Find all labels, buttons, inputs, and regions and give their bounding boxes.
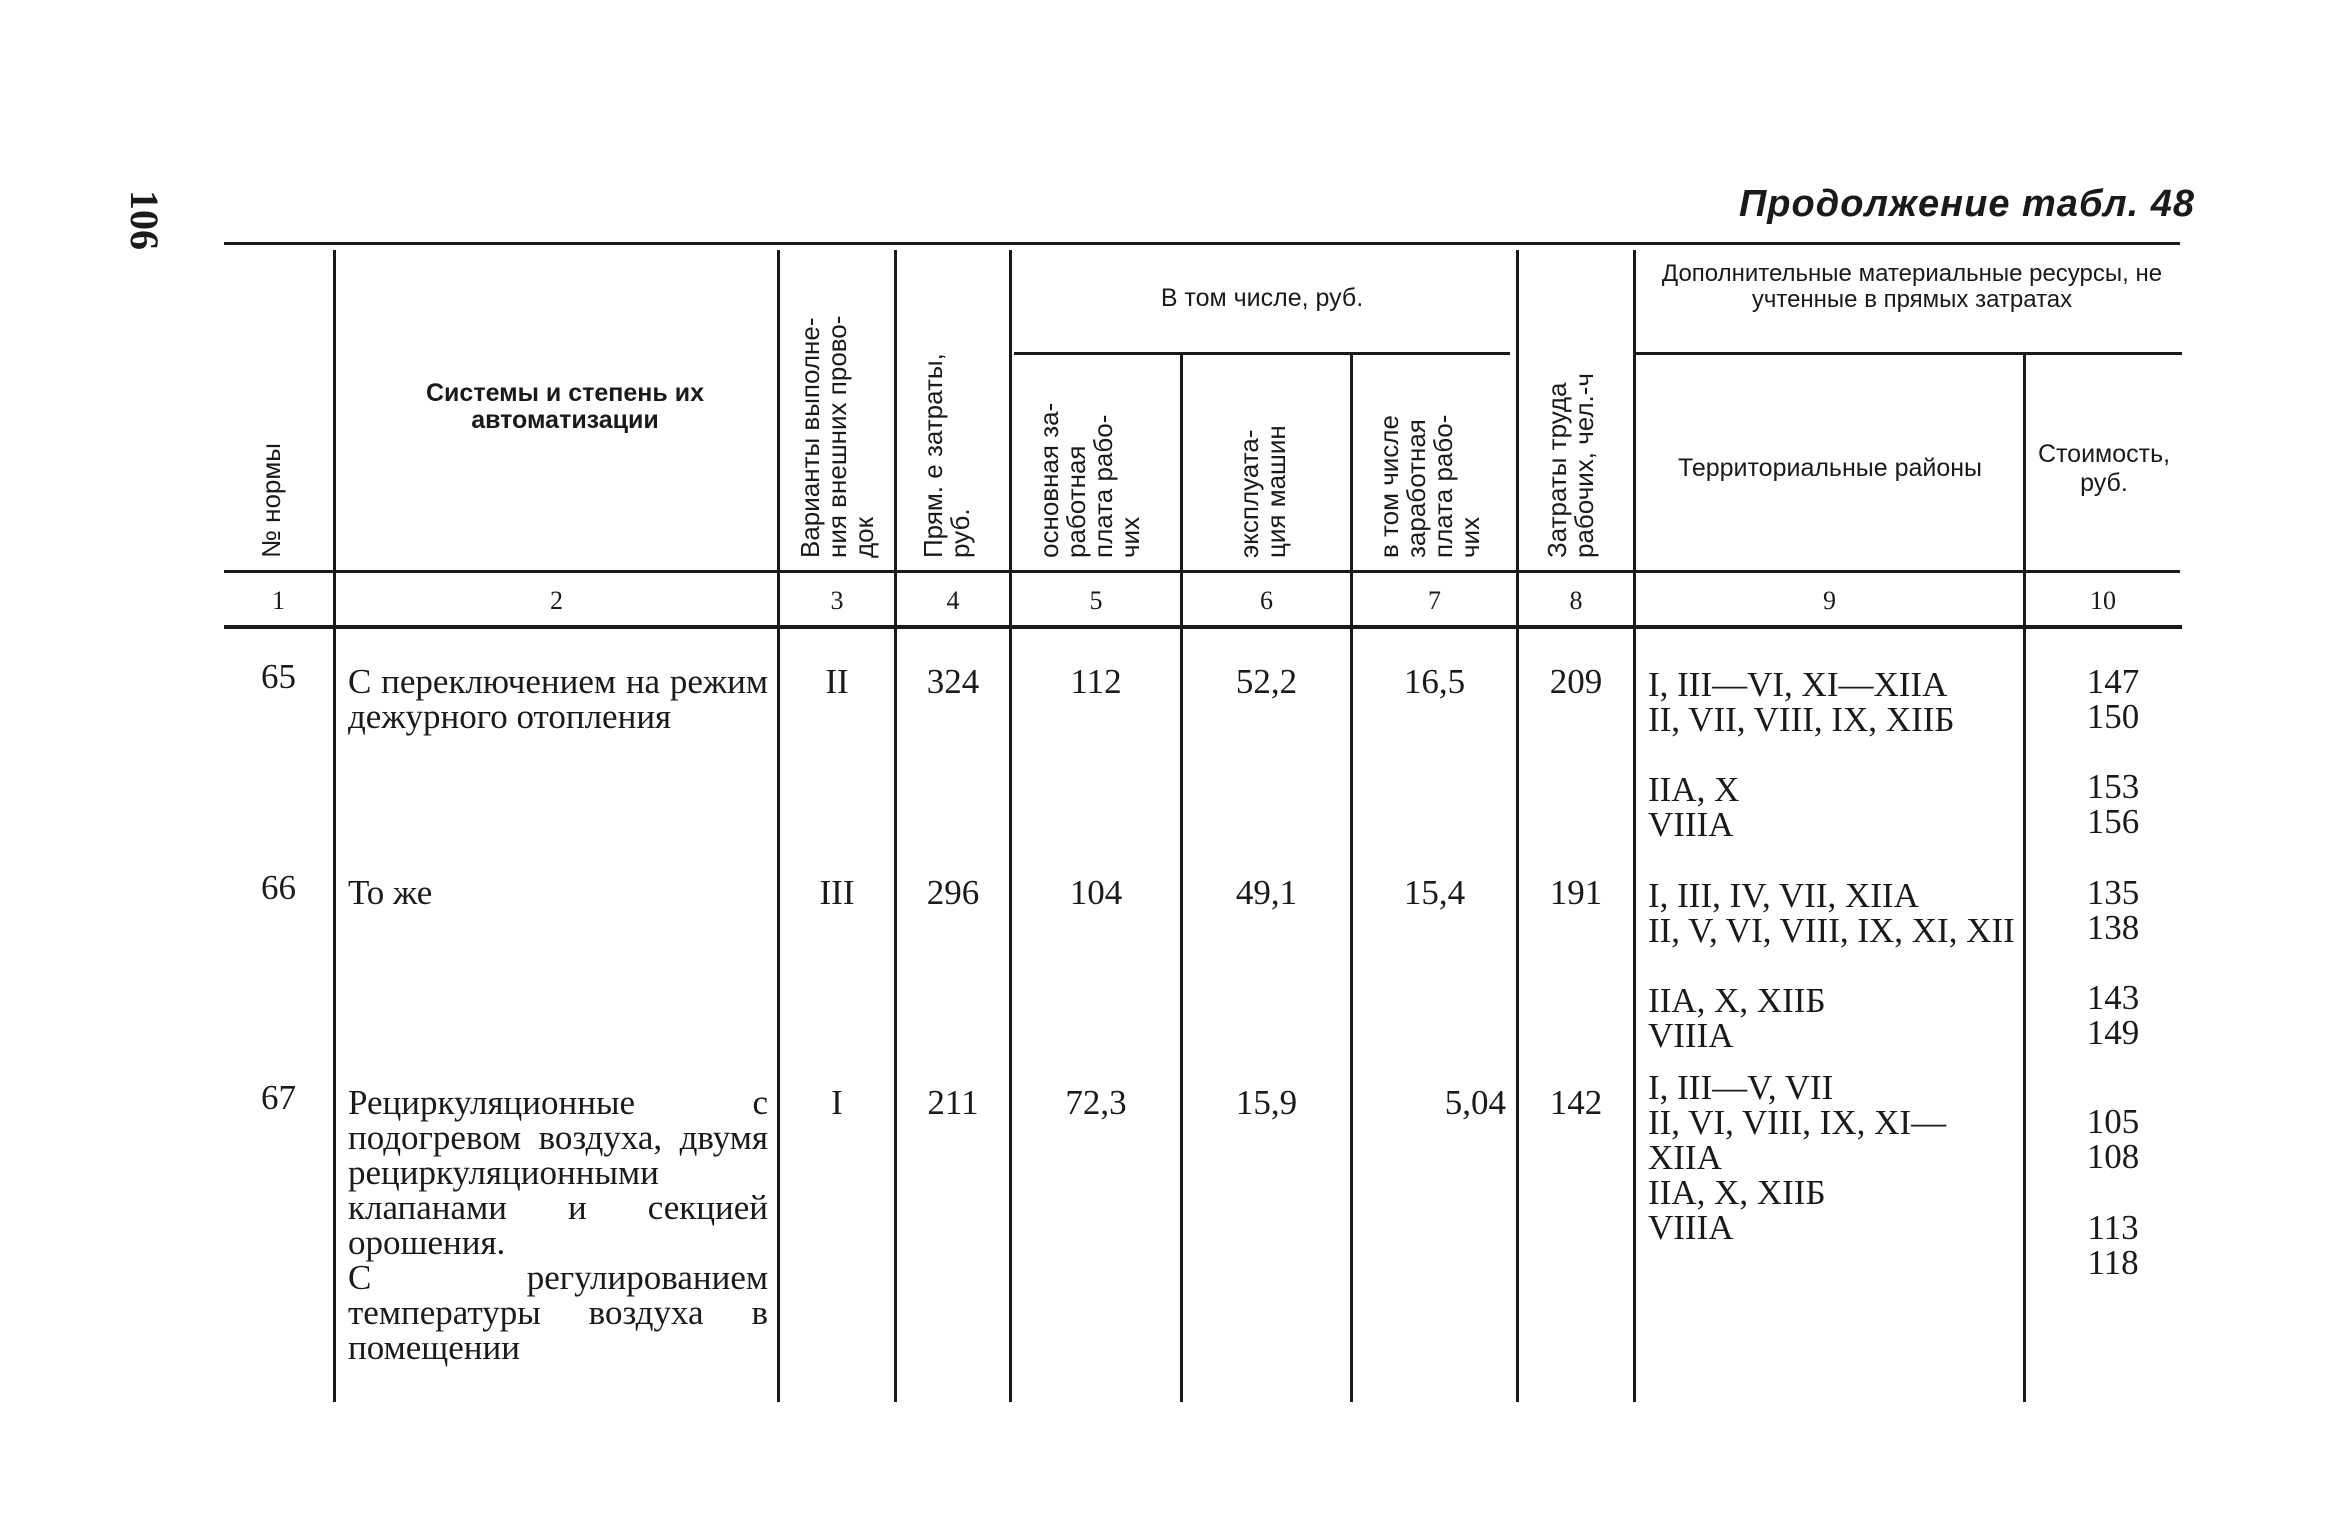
row-67-norm: 67 xyxy=(261,1078,296,1117)
row-66-labor: 191 xyxy=(1549,873,1603,912)
colnum-6: 6 xyxy=(1260,586,1273,615)
row-67-machine-wage: 5,04 xyxy=(1444,1083,1506,1122)
row-66-cost-2: 138 xyxy=(2086,908,2140,947)
row-65-system: С переключением на режим дежурного отопления xyxy=(348,662,768,736)
colnum-1: 1 xyxy=(272,586,285,615)
row-67-region-4: VIIIA xyxy=(1648,1208,1734,1247)
row-65-region-4: VIIIA xyxy=(1648,805,1734,844)
row-65-variant: II xyxy=(825,662,849,701)
row-66-region-2: II, V, VI, VIII, IX, XI, XII xyxy=(1648,911,2015,950)
row-65-labor: 209 xyxy=(1549,662,1603,701)
row-67-cost-3: 113 xyxy=(2087,1208,2139,1247)
row-67-cost-1: 105 xyxy=(2086,1102,2140,1141)
row-66-region-3: IIA, X, XIIБ xyxy=(1648,981,1826,1020)
row-66-system: То же xyxy=(348,873,433,912)
col-divider-1 xyxy=(333,250,336,1402)
row-66-direct: 296 xyxy=(926,873,980,912)
colnum-9: 9 xyxy=(1823,586,1836,615)
row-66-wage: 104 xyxy=(1069,873,1123,912)
row-67-region-2: II, VI, VIII, IX, XI—XIIA xyxy=(1648,1103,1947,1177)
row-65-cost-1: 147 xyxy=(2086,662,2140,701)
group-extra-rule xyxy=(1636,352,2182,355)
header-norm-number: № нормы xyxy=(256,443,286,558)
row-65-cost-3: 153 xyxy=(2086,767,2140,806)
group-cost-rule xyxy=(1014,352,1510,355)
row-67-machines: 15,9 xyxy=(1235,1083,1298,1122)
colnum-3: 3 xyxy=(830,586,844,615)
header-machine-operation: эксплуата- ция машин xyxy=(1234,425,1291,558)
header-base-wage: основная за- работная плата рабо- чих xyxy=(1034,402,1145,558)
row-67-direct: 211 xyxy=(927,1083,979,1122)
colnum-4: 4 xyxy=(946,586,960,615)
header-variants: Варианты выполне- ния внешних прово- док xyxy=(795,315,879,558)
header-group-extra: Дополнительные материальные ресурсы, не учтенные в прямых затратах xyxy=(1661,260,2163,313)
row-66-norm: 66 xyxy=(261,868,296,907)
row-65-region-2: II, VII, VIII, IX, XIIБ xyxy=(1648,700,1955,739)
header-territorial-regions: Территориальные районы xyxy=(1677,454,1983,482)
row-66-cost-1: 135 xyxy=(2086,873,2140,912)
row-66-region-1: I, III, IV, VII, XIIA xyxy=(1648,876,1919,915)
row-65-direct: 324 xyxy=(926,662,980,701)
row-65-cost-2: 150 xyxy=(2086,697,2140,736)
col-divider-4 xyxy=(1009,250,1012,1402)
row-65-region-1: I, III—VI, XI—XIIA xyxy=(1648,665,1948,704)
colnum-10: 10 xyxy=(2090,586,2116,615)
colnum-7: 7 xyxy=(1428,586,1441,615)
col-divider-2 xyxy=(777,250,780,1402)
row-67-region-3: IIA, X, XIIБ xyxy=(1648,1173,1826,1212)
row-67-cost-2: 108 xyxy=(2086,1137,2140,1176)
header-bottom-rule xyxy=(224,570,2180,573)
header-machine-wage: в том числе заработная плата рабо- чих xyxy=(1374,414,1485,558)
row-67-region-1: I, III—V, VII xyxy=(1648,1068,1834,1107)
row-65-cost-4: 156 xyxy=(2086,802,2140,841)
row-66-cost-3: 143 xyxy=(2086,978,2140,1017)
header-group-cost: В том числе, руб. xyxy=(1160,284,1364,312)
col-divider-8 xyxy=(1633,250,1636,1402)
table-continuation-title: Продолжение табл. 48 xyxy=(1738,183,2195,225)
row-67-variant: I xyxy=(831,1083,843,1122)
row-66-machines: 49,1 xyxy=(1235,873,1298,912)
header-direct-costs: Прям. е затраты, руб. xyxy=(918,353,975,558)
row-65-region-3: IIA, X xyxy=(1648,770,1740,809)
row-66-machine-wage: 15,4 xyxy=(1403,873,1466,912)
row-66-variant: III xyxy=(819,873,855,912)
col-divider-9 xyxy=(2023,355,2026,1402)
page-number: 106 xyxy=(122,190,167,250)
row-65-norm: 65 xyxy=(261,657,296,696)
row-65-wage: 112 xyxy=(1070,662,1122,701)
row-66-cost-4: 149 xyxy=(2086,1013,2140,1052)
row-67-labor: 142 xyxy=(1549,1083,1603,1122)
colnum-5: 5 xyxy=(1089,586,1103,615)
row-67-wage: 72,3 xyxy=(1065,1083,1127,1122)
header-cost: Стоимость, руб. xyxy=(2037,440,2171,497)
colnum-2: 2 xyxy=(550,586,563,615)
row-67-system: Рециркуляционные с подогревом воздуха, двумя рециркуляционными клапанами и секцией орошения. xyxy=(348,1083,768,1262)
row-67-system-note: С регулированием температуры воздуха в помещении xyxy=(348,1258,768,1367)
row-65-machines: 52,2 xyxy=(1235,662,1298,701)
header-systems: Системы и степень их автоматизации xyxy=(426,379,704,434)
row-65-machine-wage: 16,5 xyxy=(1403,662,1466,701)
col-divider-3 xyxy=(894,250,897,1402)
row-66-region-4: VIIIA xyxy=(1648,1016,1734,1055)
colnum-bottom-rule xyxy=(224,625,2182,629)
row-67-cost-4: 118 xyxy=(2087,1243,2139,1282)
header-labor-costs: Затраты труда рабочих, чел.-ч xyxy=(1542,373,1599,558)
col-divider-7 xyxy=(1516,250,1519,1402)
table-top-rule xyxy=(224,242,2180,245)
colnum-8: 8 xyxy=(1569,586,1583,615)
